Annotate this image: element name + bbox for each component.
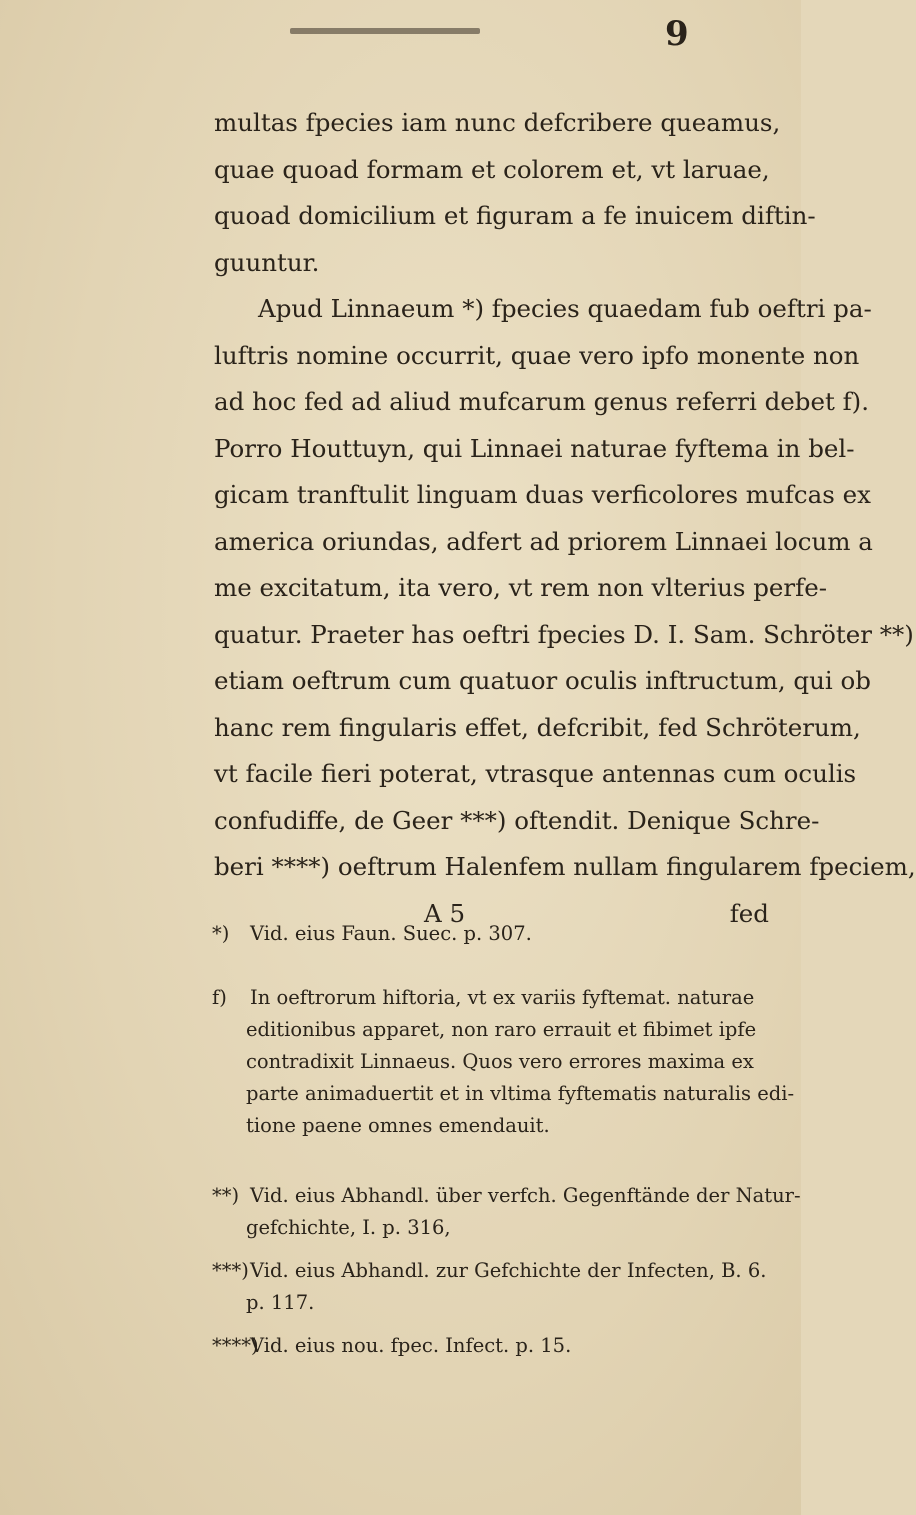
footnote-text: contradixit Linnaeus. Quos vero errores maxima ex: [246, 1050, 754, 1073]
footnote-text: p. 117.: [246, 1291, 315, 1314]
footnote-mark: ***): [212, 1259, 249, 1282]
text-line: confudiffe, de Geer ***) oftendit. Denique Schre-: [214, 805, 820, 835]
footnote-text: In oeftrorum hiftoria, vt ex variis fyftemat. naturae: [250, 986, 755, 1009]
footnote: [212, 982, 795, 1142]
text-line: quoad domicilium et figuram a fe inuicem diftin-: [214, 201, 816, 230]
text-line: me excitatum, ita vero, vt rem non vlterius perfe-: [214, 573, 827, 602]
page-number: 9: [665, 14, 689, 54]
text-line: ad hoc fed ad aliud mufcarum genus referri debet f).: [214, 387, 870, 416]
footnote: [212, 1255, 772, 1319]
text-line: quae quoad formam et colorem et, vt laruae,: [214, 154, 770, 184]
footnote: [212, 1330, 772, 1362]
text-line: quatur. Praeter has oeftri fpecies D. I. Sam. Schröter **): [214, 619, 914, 649]
footnote: [212, 1180, 801, 1244]
text-line: america oriundas, adfert ad priorem Linnaei locum a: [214, 526, 873, 556]
text-line: gicam tranftulit linguam duas verficolores mufcas ex: [214, 480, 871, 509]
text-line: etiam oeftrum cum quatuor oculis inftructum, qui ob: [214, 666, 871, 695]
footnote-mark: **): [212, 1184, 240, 1207]
footnote-mark: *): [212, 922, 230, 945]
footnote-text: Vid. eius Abhandl. über verfch. Gegenftände der Natur-: [250, 1184, 801, 1207]
footnote-text: Vid. eius nou. fpec. Infect. p. 15.: [250, 1334, 572, 1357]
footnote-text: Vid. eius Abhandl. zur Gefchichte der Infecten, B. 6.: [250, 1259, 767, 1282]
footnote-text: gefchichte, I. p. 316,: [246, 1216, 451, 1239]
text-line: hanc rem fingularis effet, defcribit, fed Schröterum,: [214, 712, 861, 742]
text-line: beri ****) oeftrum Halenfem nullam fingularem fpeciem,: [214, 852, 916, 881]
footnote-mark: ****): [212, 1334, 259, 1357]
text-line: luftris nomine occurrit, quae vero ipfo monente non: [214, 340, 860, 370]
text-line: Porro Houttuyn, qui Linnaei naturae fyftema in bel-: [214, 433, 855, 463]
footnote: [212, 918, 772, 950]
header-rule: [290, 28, 480, 34]
footnote-mark: f): [212, 986, 227, 1009]
main-text: [214, 100, 916, 937]
text-line: guuntur.: [214, 247, 320, 277]
text-line: vt facile fieri poterat, vtrasque antennas cum oculis: [214, 759, 857, 788]
footnote-text: editionibus apparet, non raro errauit et fibimet ipfe: [246, 1018, 757, 1041]
footnote-text: Vid. eius Faun. Suec. p. 307.: [250, 922, 532, 945]
footnote-text: parte animaduertit et in vltima fyftematis naturalis edi-: [246, 1082, 795, 1105]
text-line: multas fpecies iam nunc defcribere queamus,: [214, 108, 781, 137]
catchword: fed: [729, 898, 769, 928]
text-line: Apud Linnaeum *) fpecies quaedam fub oeftri pa-: [258, 294, 872, 323]
signature-mark: A 5: [424, 898, 466, 928]
footnote-text: tione paene omnes emendauit.: [246, 1114, 550, 1137]
